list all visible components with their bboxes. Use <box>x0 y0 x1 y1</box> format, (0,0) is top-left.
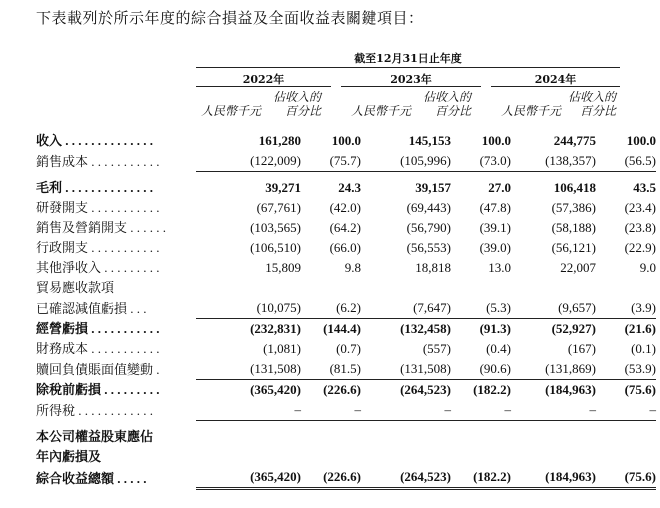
cell: (138,357) <box>511 151 596 172</box>
cell: (91.3) <box>479 321 511 336</box>
cell: – <box>361 400 451 421</box>
cell: (365,420) <box>250 382 301 397</box>
col-pct-2023: 佔收入的 百分比 <box>422 90 471 118</box>
row-label: 已確認減值虧損 . . . <box>36 300 147 316</box>
cell: (264,523) <box>400 382 451 397</box>
table-row <box>36 131 656 151</box>
cell: (56,121) <box>551 240 596 255</box>
cell: (0.4) <box>486 341 511 356</box>
row-label: 經營虧損 . . . . . . . . . . . <box>36 321 160 336</box>
cell: (131,869) <box>511 359 596 380</box>
table-row <box>36 467 656 489</box>
cell: (21.6) <box>624 321 656 336</box>
table-row <box>36 278 656 298</box>
cell: (57,386) <box>551 200 596 215</box>
table-row <box>36 421 656 448</box>
cell: 161,280 <box>258 133 301 148</box>
cell: (81.5) <box>301 359 361 380</box>
cell: 27.0 <box>488 180 511 195</box>
cell: (226.6) <box>301 467 361 489</box>
cell: (69,443) <box>406 200 451 215</box>
year-2022-label: 2022年 <box>242 73 285 86</box>
cell: (75.6) <box>596 467 656 489</box>
cell: 9.0 <box>639 260 656 275</box>
cell: (53.9) <box>596 359 656 380</box>
cell: (22.9) <box>624 240 656 255</box>
cell: (42.0) <box>329 200 361 215</box>
cell: (264,523) <box>361 467 451 489</box>
cell: (0.1) <box>631 341 656 356</box>
row-label: 研發開支 . . . . . . . . . . . <box>36 200 160 215</box>
cell: (167) <box>567 341 596 356</box>
cell: (103,565) <box>250 220 301 235</box>
cell: 244,775 <box>553 133 596 148</box>
row-label: 銷售及營銷開支 . . . . . . <box>36 220 167 235</box>
table-row <box>36 172 656 199</box>
cell: (557) <box>422 341 451 356</box>
cell: 18,818 <box>415 260 451 275</box>
cell: 13.0 <box>488 260 511 275</box>
cell: – <box>196 400 301 421</box>
table-row <box>36 400 656 421</box>
cell: (73.0) <box>451 151 511 172</box>
cell: (66.0) <box>329 240 361 255</box>
cell: (1,081) <box>263 341 301 356</box>
cell: 22,007 <box>560 260 596 275</box>
cell: 100.0 <box>331 133 361 148</box>
cell: (105,996) <box>361 151 451 172</box>
cell: (64.2) <box>329 220 361 235</box>
year-2022-underline <box>196 86 331 87</box>
row-label: 綜合收益總額 . . . . . <box>36 470 147 486</box>
cell: (39.0) <box>479 240 511 255</box>
cell: (3.9) <box>596 298 656 319</box>
row-label: 銷售成本 . . . . . . . . . . . <box>36 153 160 169</box>
cell: (182.2) <box>473 382 511 397</box>
col-pct-2024: 佔收入的 百分比 <box>567 90 616 118</box>
row-label: 所得稅 . . . . . . . . . . . . <box>36 402 154 418</box>
row-label: 除稅前虧損 . . . . . . . . . <box>36 382 160 397</box>
cell: (232,831) <box>250 321 301 336</box>
cell: (47.8) <box>479 200 511 215</box>
cell: (9,657) <box>511 298 596 319</box>
cell: (5.3) <box>451 298 511 319</box>
cell: 15,809 <box>265 260 301 275</box>
cell: (75.7) <box>301 151 361 172</box>
cell: 24.3 <box>338 180 361 195</box>
row-label: 收入 . . . . . . . . . . . . . . <box>36 133 154 148</box>
cell: 39,271 <box>265 180 301 195</box>
row-label: 本公司權益股東應佔 <box>36 429 154 444</box>
table-row <box>36 380 656 401</box>
period-underline <box>196 67 620 68</box>
cell: (10,075) <box>196 298 301 319</box>
cell: (56,790) <box>406 220 451 235</box>
intro-text: 下表載列於所示年度的綜合損益及全面收益表關鍵項目： <box>36 9 424 27</box>
col-amount-2023: 人民幣千元 <box>350 104 411 118</box>
row-label: 行政開支 . . . . . . . . . . . <box>36 240 160 255</box>
table-row <box>36 298 656 319</box>
cell: (6.2) <box>301 298 361 319</box>
year-2023-label: 2023年 <box>390 73 432 86</box>
row-label: 財務成本 . . . . . . . . . . . <box>36 341 160 356</box>
table-row <box>36 447 656 467</box>
cell: (58,188) <box>551 220 596 235</box>
cell: (226.6) <box>323 382 361 397</box>
table-row <box>36 238 656 258</box>
cell: (132,458) <box>400 321 451 336</box>
cell: (23.8) <box>624 220 656 235</box>
cell: (56.5) <box>596 151 656 172</box>
year-2024-label: 2024年 <box>534 73 577 86</box>
cell: (0.7) <box>336 341 361 356</box>
cell: 100.0 <box>626 133 656 148</box>
cell: (90.6) <box>451 359 511 380</box>
row-label: 貿易應收款項 <box>36 280 115 295</box>
col-amount-2024: 人民幣千元 <box>500 104 561 118</box>
cell: (184,963) <box>511 467 596 489</box>
cell: (182.2) <box>451 467 511 489</box>
cell: 100.0 <box>481 133 511 148</box>
cell: (52,927) <box>551 321 596 336</box>
cell: – <box>511 400 596 421</box>
cell: (122,009) <box>196 151 301 172</box>
table-row <box>36 198 656 218</box>
cell: (75.6) <box>624 382 656 397</box>
cell: (56,553) <box>406 240 451 255</box>
cell: – <box>451 400 511 421</box>
cell: 39,157 <box>415 180 451 195</box>
cell: (184,963) <box>545 382 596 397</box>
cell: 43.5 <box>633 180 656 195</box>
period-header: 截至12月31日止年度 <box>354 52 462 65</box>
cell: (106,510) <box>250 240 301 255</box>
row-label: 毛利 . . . . . . . . . . . . . . <box>36 180 154 195</box>
row-label: 贖回負債賬面值變動 . <box>36 361 160 377</box>
cell: – <box>301 400 361 421</box>
cell: (23.4) <box>624 200 656 215</box>
table-row <box>36 151 656 172</box>
cell: 145,153 <box>408 133 451 148</box>
cell: – <box>596 400 656 421</box>
cell: (39.1) <box>479 220 511 235</box>
col-amount-2022: 人民幣千元 <box>200 104 261 118</box>
table-row <box>36 258 656 278</box>
cell: 106,418 <box>553 180 596 195</box>
cell: (131,508) <box>361 359 451 380</box>
row-label: 年內虧損及 <box>36 449 102 464</box>
year-2023-underline <box>341 86 481 87</box>
table-row <box>36 319 656 340</box>
row-label: 其他淨收入 . . . . . . . . . <box>36 260 160 275</box>
col-pct-2022: 佔收入的 百分比 <box>272 90 321 118</box>
year-2024-underline <box>491 86 620 87</box>
table-row <box>36 339 656 359</box>
cell: (131,508) <box>196 359 301 380</box>
cell: 9.8 <box>344 260 361 275</box>
cell: (67,761) <box>256 200 301 215</box>
cell: (365,420) <box>196 467 301 489</box>
income-statement-table <box>36 131 656 490</box>
cell: (144.4) <box>323 321 361 336</box>
table-row <box>36 359 656 380</box>
cell: (7,647) <box>361 298 451 319</box>
table-row <box>36 218 656 238</box>
